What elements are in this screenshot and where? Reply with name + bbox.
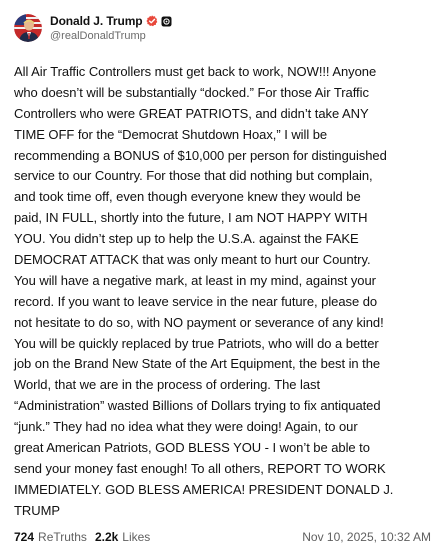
post-text-line: recommending a BONUS of $10,000 per person for distinguished	[14, 147, 387, 163]
plus-badge-icon	[161, 16, 172, 27]
post-text-line: who doesn’t will be substantially “docked.” For those Air Traffic	[14, 84, 369, 100]
verified-check-icon	[146, 15, 158, 27]
retruths-label: ReTruths	[38, 530, 87, 544]
post-text-line: World, that we are in the process of ordering. The last	[14, 377, 321, 393]
post-text-line: “junk.” They had no idea what they were doing! Again, to our	[14, 419, 358, 435]
post-text-line: TRUMP	[14, 502, 60, 518]
post-text-line: IMMEDIATELY. GOD BLESS AMERICA! PRESIDENT DONALD J.	[14, 481, 394, 497]
author-names	[50, 13, 172, 43]
post-text-line: TIME OFF for the “Democrat Shutdown Hoax,” I will be	[14, 126, 328, 142]
post-text-line: You will have a negative mark, at least in my mind, against your	[14, 272, 376, 288]
post-text-line: Controllers who were GREAT PATRIOTS, and didn’t take ANY	[14, 105, 369, 121]
post-text-line: All Air Traffic Controllers must get back to work, NOW!!! Anyone	[14, 64, 377, 79]
post-text-line: paid, IN FULL, shortly into the future, I am NOT HAPPY WITH	[14, 210, 368, 226]
post-text-line: record. If you want to leave service in the near future, please do	[14, 293, 378, 309]
avatar[interactable]	[14, 14, 42, 42]
post-text-line: You will be quickly replaced by true Patriots, who will do a better	[14, 335, 379, 351]
author-display-name[interactable]: Donald J. Trump	[50, 14, 143, 28]
post-header	[14, 12, 172, 44]
post-timestamp[interactable]: Nov 10, 2025, 10:32 AM	[302, 530, 431, 544]
likes-count: 2.2k	[94, 530, 119, 544]
name-row	[50, 13, 172, 29]
author-handle[interactable]: @realDonaldTrump	[50, 30, 146, 42]
retruths-count: 724	[14, 530, 35, 544]
post-text-line: not hesitate to do so, with NO payment or severance of any kind!	[14, 314, 384, 330]
post-text-line: YOU. You didn’t step up to help the U.S.A. against the FAKE	[14, 231, 359, 247]
post-text-line: job on the Brand New State of the Art Equipment, the best in the	[14, 356, 381, 372]
likes-label: Likes	[122, 530, 151, 544]
post-text-line: great American Patriots, GOD BLESS YOU - I won’t be able to	[14, 440, 370, 456]
post-text-line: send your money fast enough! To all others, REPORT TO WORK	[14, 460, 386, 476]
post-text-line: “Administration” wasted Billions of Dollars trying to fix antiquated	[14, 398, 381, 414]
post-text-line: service to our Country. For those that did nothing but complain,	[14, 168, 373, 184]
post-text	[14, 62, 434, 522]
post-footer	[14, 529, 431, 545]
retruths-stat[interactable]	[14, 530, 87, 544]
post-text-line: and took time off, even though everyone knew they would be	[14, 189, 361, 205]
likes-stat[interactable]	[95, 530, 150, 544]
post-text-line: DEMOCRAT ATTACK that was only meant to hurt our Country.	[14, 252, 371, 268]
